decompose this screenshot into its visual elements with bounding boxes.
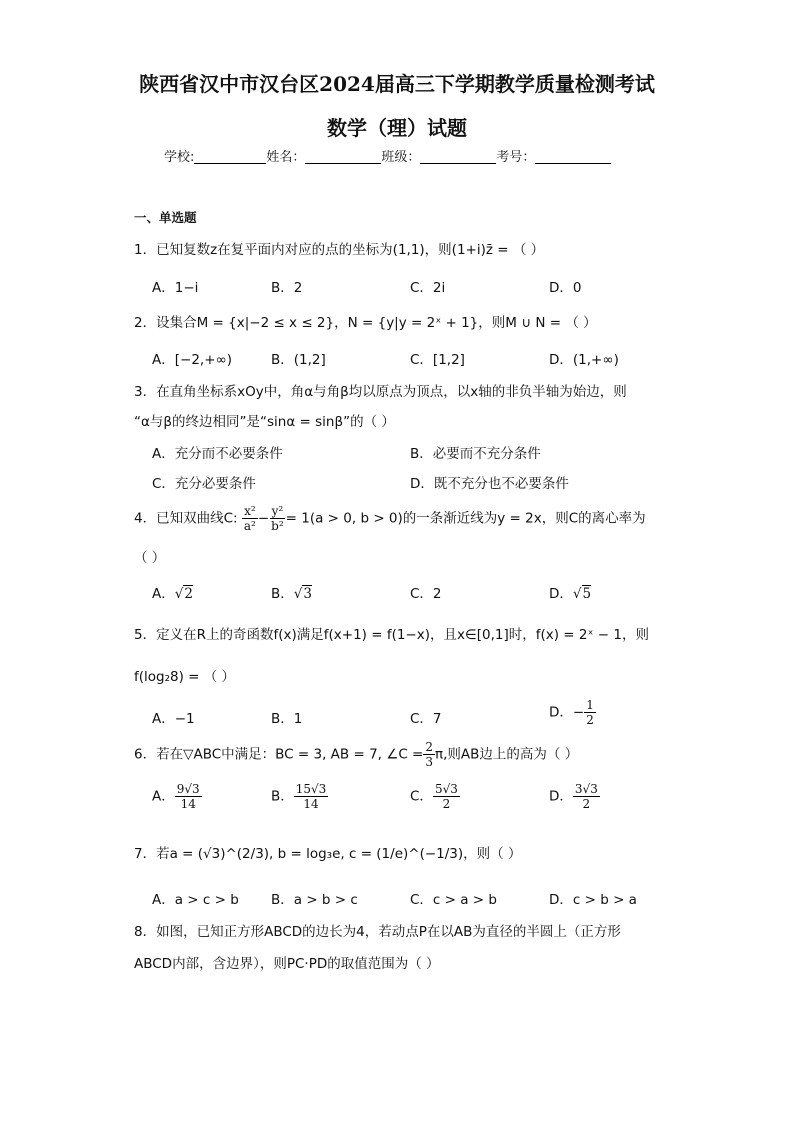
- exam-subtitle: 数学（理）试题: [327, 116, 467, 140]
- question-5-stem-line1: 5．定义在R上的奇函数f(x)满足f(x+1) = f(1−x)，且x∈[0,1]时，f(x) = 2ˣ − 1，则: [134, 627, 649, 643]
- student-info-line: [164, 146, 611, 165]
- q3-option-b[interactable]: B．必要而不充分条件: [410, 446, 541, 462]
- q4-option-b-radicand: 3: [303, 586, 312, 602]
- question-5-stem-line2: f(log₂8) = （ ）: [134, 669, 236, 685]
- q6-b-den: 14: [303, 797, 319, 811]
- q4-option-d[interactable]: [549, 582, 591, 602]
- q2-option-a[interactable]: A．[−2,+∞): [152, 352, 233, 368]
- sqrt-icon: √: [293, 586, 303, 602]
- q1-option-c[interactable]: C．2i: [410, 280, 446, 296]
- q6-d-den: 2: [582, 797, 591, 811]
- q5-d-num: 1: [586, 698, 594, 712]
- q6-option-c[interactable]: [410, 782, 460, 811]
- q1-option-d[interactable]: D．0: [549, 280, 582, 296]
- question-3-stem-line2: “α与β的终边相同”是“sinα = sinβ”的（ ）: [134, 414, 395, 430]
- q7-option-a[interactable]: A．a > c > b: [152, 892, 239, 908]
- q1-option-b[interactable]: B．2: [271, 280, 303, 296]
- number-blank[interactable]: [535, 149, 611, 164]
- question-8-stem-line1: 8．如图，已知正方形ABCD的边长为4，若动点P在以AB为直径的半圆上（正方形: [134, 924, 621, 940]
- school-blank[interactable]: [194, 149, 266, 164]
- q4-frac1-num: x²: [244, 504, 256, 518]
- q6-option-a[interactable]: [152, 782, 202, 811]
- q6-option-c-label: C．: [410, 788, 433, 805]
- q4-option-d-label: D．: [549, 586, 573, 602]
- question-3-stem-line1: 3．在直角坐标系xOy中，角α与角β均以原点为顶点，以x轴的非负半轴为始边，则: [134, 384, 627, 400]
- q1-option-a[interactable]: A．1−i: [152, 280, 199, 296]
- q6-c-den: 2: [442, 797, 451, 811]
- q4-option-a-label: A．: [152, 586, 175, 602]
- question-1-stem: 1．已知复数z在复平面内对应的点的坐标为(1,1)，则(1+i)z̄ = （ ）: [134, 242, 545, 258]
- q6-frac-num: 2: [425, 740, 434, 754]
- q5-option-d[interactable]: [549, 698, 596, 727]
- q5-option-b[interactable]: B．1: [271, 711, 303, 727]
- q4-frac1-den: a²: [243, 519, 256, 533]
- q3-option-a[interactable]: A．充分而不必要条件: [152, 446, 283, 462]
- q5-d-den: 2: [586, 713, 594, 727]
- question-4-stem-line2: （ ）: [134, 550, 166, 566]
- q6-a-den: 14: [180, 797, 196, 811]
- q4-suffix: = 1(a > 0, b > 0)的一条渐近线为y = 2x，则C的离心率为: [285, 510, 646, 527]
- class-blank[interactable]: [420, 149, 496, 164]
- q6-option-d-fraction: [573, 782, 600, 811]
- q6-prefix: 6．若在▽ABC中满足：BC = 3, AB = 7, ∠C =: [134, 746, 424, 763]
- q6-option-c-fraction: [433, 782, 460, 811]
- q4-prefix: 4．已知双曲线C:: [134, 510, 238, 527]
- q7-option-d[interactable]: D．c > b > a: [549, 892, 637, 908]
- q7-option-c[interactable]: C．c > a > b: [410, 892, 497, 908]
- q4-frac2-den: b²: [271, 519, 284, 533]
- q4-option-b-label: B．: [271, 586, 294, 602]
- name-label: 姓名：: [266, 150, 306, 165]
- q4-fraction-x: [242, 504, 258, 533]
- sqrt-icon: √: [174, 586, 184, 602]
- q6-frac-den: 3: [425, 755, 434, 769]
- q6-option-a-label: A．: [152, 788, 175, 805]
- q4-option-b[interactable]: [271, 582, 312, 602]
- q6-d-num: 3√3: [574, 782, 598, 796]
- number-label: 考号：: [496, 150, 536, 165]
- q4-option-a[interactable]: [152, 582, 193, 602]
- sqrt-icon: √: [572, 586, 582, 602]
- q4-fraction-y: [269, 504, 286, 533]
- q3-option-c[interactable]: C．充分必要条件: [152, 476, 256, 492]
- q5-option-d-fraction: [584, 698, 596, 727]
- q6-angle-fraction: [423, 740, 435, 769]
- class-label: 班级：: [381, 150, 421, 165]
- q5-option-a[interactable]: A．−1: [152, 711, 195, 727]
- q4-option-d-radicand: 5: [582, 586, 592, 602]
- q5-option-c[interactable]: C．7: [410, 711, 442, 727]
- q2-option-d[interactable]: D．(1,+∞): [549, 352, 619, 368]
- school-label: 学校:: [164, 150, 195, 165]
- q4-option-a-radicand: 2: [184, 586, 193, 602]
- q7-option-b[interactable]: B．a > b > c: [271, 892, 358, 908]
- question-2-stem: 2．设集合M = {x|−2 ≤ x ≤ 2}，N = {y|y = 2ˣ + 1}，则M ∪ N = （ ）: [134, 315, 597, 331]
- q4-frac2-num: y²: [271, 504, 284, 518]
- question-4-stem-line1: 4．已知双曲线C: $\frac{\text{x²}}{\text{a²}}$ − $\frac{\text{y²}}{\text{b²}}$ = 1(a > 0, b > 0)的一条渐近线为y = 2x，则C的离心率为: [134, 504, 646, 533]
- question-7-stem: 7．若a = (√3)^(2/3), b = log₃e, c = (1/e)^(−1/3)，则（ ）: [134, 846, 522, 862]
- q6-option-d-label: D．: [549, 788, 573, 805]
- q6-option-b-label: B．: [271, 788, 294, 805]
- q6-option-b-fraction: [294, 782, 329, 811]
- question-6-stem: [134, 740, 578, 769]
- name-blank[interactable]: [305, 149, 381, 164]
- q6-b-num: 15√3: [295, 782, 327, 796]
- section-heading: 一、单选题: [134, 210, 197, 225]
- q2-option-c[interactable]: C．[1,2]: [410, 352, 465, 368]
- exam-title: 陕西省汉中市汉台区2024届高三下学期教学质量检测考试: [139, 72, 655, 96]
- q6-option-b[interactable]: [271, 782, 328, 811]
- q6-c-num: 5√3: [434, 782, 458, 796]
- q5-option-d-label: D．−: [549, 704, 585, 721]
- q3-option-d[interactable]: D．既不充分也不必要条件: [410, 476, 569, 492]
- q2-option-b[interactable]: B．(1,2]: [271, 352, 326, 368]
- q6-a-num: 9√3: [176, 782, 200, 796]
- question-8-stem-line2: ABCD内部，含边界），则PC·PD的取值范围为（ ）: [134, 956, 440, 972]
- q6-option-a-fraction: [175, 782, 202, 811]
- q4-option-c[interactable]: C．2: [410, 586, 442, 602]
- q6-option-d[interactable]: [549, 782, 600, 811]
- q6-suffix: π,则AB边上的高为（ ）: [435, 746, 579, 763]
